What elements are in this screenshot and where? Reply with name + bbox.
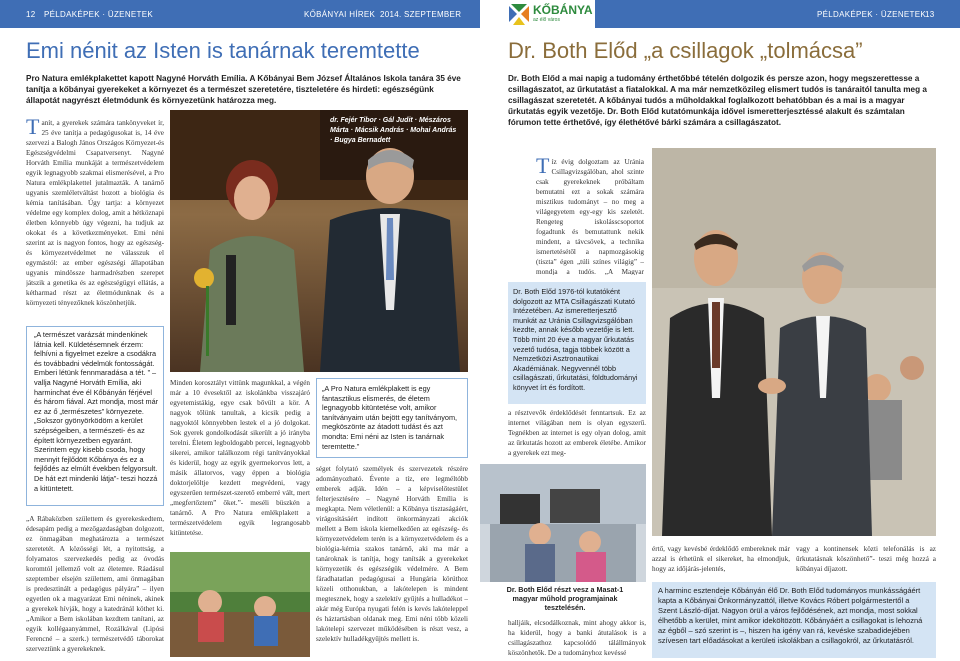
logo-tagline: az élő város [533,17,560,23]
logo-icon [507,4,531,26]
publication-name: KŐBÁNYAI HÍREK [304,10,376,19]
right-col3-body: vagy a kontinensek közti telefonálás is az űrkutatásnak köszönhető”- teszi még hozzá a kőbányai díjazott. [796,545,936,573]
satellite-testing-photo [480,464,646,582]
right-article-lead: Dr. Both Előd a mai napig a tudomány érthetőbbé tételén dolgozik és persze azon, hogy megszerettesse a csillagászatot, az űrkutatást a fiatalokkal. A ma már nemzetközileg elismert tudós is tanáraitól tanulta meg a csillagászat szeretetét. A kőbányai tudós a műholdakkal foglalkozott behatóbban és a mai is a magyar űrkutatás egyik vezetője. Dr. Both Előd kutatómunkája idővel ismeretterjesztéssé alakult és számtalan fórumon tette érthetővé, így élethétővé bárki számára a csillagászatot. [508,74,927,127]
right-dropcap: T [536,157,550,178]
right-article-title: Dr. Both Előd „a csillagok „tolmácsa” [508,38,863,63]
left-header-bar [0,0,480,28]
left-col1-text: anít, a gyerekek számára tankönyveket ír, 25 éve tanítja a pedagógusokat is, 14 éve szervezi a Balogh János Országos Környezet-és Egészségvédelmi Csapatversenyt. Nagyné Horváth Emília munkáját a természetvédelem egyik legnagyobb szakmai elismerésével, a Pro Natura emlékplakettel jutalmazták. A tanárnő ugyanis szemléletváltást hozott a biológia és kémia tanításában. Úgy tartja: a környezet védelme egy komplex dolog, amit a hétköznapi életben könnyebb úgy végezni, ha tudjuk az okokat és a következményeket. Emi néni szerint az is nagyon fontos, hogy az egészség- és környezetvédelmet ne válasszuk el egymástól: az ember egészségi állapotában ugyanis mindössze harmadrészben szerepet játszik a genetika és az egészségügyi ellátás, a kétharmad részt az életmódunknak és a környezeti tényezőknek köszönhetjük. [26,119,164,307]
award-info-box: A harminc esztendeje Kőbányán élő Dr. Both Előd tudományos munkásságáért kapta a Kőbányai Önkormányzattól, illetve Kovács Róbert polgármestertől a Szent László-díjat. Nagyon örül a város fejlődésének, azt mondja, most sokkal élhetőbb a kerület, mint amikor ideköltözött. Kőbányáért a csillagokat is lehozná az égből – szó szerint is –, hiszen ha igény van rá, kevéske szabadidejében szívesen tart előadásokat a kerületi iskolákban a csillagokról, az űrkutatásról. [652,582,936,658]
award-ceremony-photo [170,110,468,372]
left-col1-body [26,118,164,320]
name-sign-text: dr. Fejér Tibor · Gál Judit · Mészáros Márta · Mácsik András · Mohai András · Bugya Bernadett [330,117,457,144]
logo-name: KŐBÁNYA [533,3,593,17]
children-gardening-photo [170,552,310,657]
left-section-label: PÉLDAKÉPEK · ÜZENETEK [44,10,153,19]
left-dropcap: T [26,118,40,139]
issue-date: 2014. SZEPTEMBER [380,10,462,19]
right-section-label: PÉLDAKÉPEK · ÜZENETEK [817,10,926,19]
left-col3-body: séget folytató személyek és szervezetek részére adományozható. Évente a tíz, ere legméltóbb emberek adják. Idén – a képviselőtestület felterjesztésére – Nagyné Horváth Emília is megkapta. Nem véletlenül: a Kőbánya tisztaságáért, virágosításáért indított önkormányzati akciók mellett a Bem iskola kiemelkedően az egészség- és környezetvédelem terén is a környezetvédelem és a biológia-kémia szakos tanárnő, aki ma már a tanároknak is tanítja, hogy tanítsák a gyerekeket környezetük és egészségük védelmére. A Bem fáradhatatlan pedagógusai a Hungária körúthoz közeli otthonukban, a lakótelepen is mindent megtesznek, hogy a szelektív gyűjtés a hulladékot – akár még Európa nyugati felén is kevés lakóteleppel és háztartásban oldanak meg. Emi néni több közeli lakótelepi szervezet működésében is részt vesz, a szelektív hulladékgyűjtés mellett is. [316,465,468,643]
right-col1b-body: a résztvevők érdeklődését fenntartsuk. Ez az internet világában nem is olyan egyszerű. Tegnékben az internet is egy olyan dolog, amit az űrkutatás hozott az emberek életébe. Amikor a gyerekek ezt meg- [508,409,646,457]
right-page-number: 13 [925,10,935,19]
right-col1-text: íz évig dolgoztam az Uránia Csillagvizsgálóban, ahol szinte csak gyerekeknek próbáltam bemutatni ezt a sokak számára misztikus tudományt – no meg a világegyetem egy-egy kis szeletét. Rengeteg iskolásscsoportot fogadtunk és bemutattunk nekik mindent, a távcsövek, a technika ismertetésétől a napmozgásokig (tiszta” égen „túli színes világig” – mondja a tudós. „A Magyar [536,158,644,275]
right-header-bar [595,0,960,28]
left-page-number: 12 [26,10,36,19]
left-article-lead: Pro Natura emlékplakettet kapott Nagyné Horváth Emília. A Kőbányai Bem József Általános Iskola tanára 35 éve tanítja a kőbányai gyerekeket a környezet és a természet szeretetére, tiszteletére és hirdeti: egészségünk állapotát nagyrészt életmódunk és környezetünk határozza meg. [26,74,461,105]
right-col2-body: értő, vagy kevésbé érdeklődő embereknek már azzal is érhetünk el sikereket, ha elmondjuk, hogy az időjárás-jelentés, [652,545,790,573]
kobanya-logo [481,0,595,28]
bio-info-box: Dr. Both Előd 1976-tól kutatóként dolgozott az MTA Csillagászati Kutató Intézetében. Az ismeretterjesztő munkát az Uránia Csillagvizsgálóban kezdte, annak később vezetője is lett. Több mint 20 éve a magyar űrkutatás vezető tudósa, tagja többek között a Nemzetközi Asztronautikai Akadémiának. Negyvennél több csillagászati, űrkutatási, földtudományi könyvet írt és fordított. [508,282,646,404]
left-quote-text: „A természet varázsát mindenkinek látnia kell. Küldetésemnek érzem: felhívni a figyelmet ezekre a csodákra és továbbadni védelmük fontosságát. Emberi létünk fennmaradása a tét. ” – vallja Nagyné Horváth Emília, aki harminchat éve él Kőbányán férjével és három fiával. Azt mondja, most már ez az ő „természetes” környezete. „Sokszor gyönyörködöm a kerület szépségeiben, a természeti- és az épített környezetben egyaránt. Szerintem egy kisebb csoda, hogy mennyit fejlődött Kőbánya és ez a fejlődés az elmúlt években felgyorsult. De hát ezt mindenki látja”- teszi hozzá a kitüntetett. [34,330,159,493]
satellite-photo-caption: Dr. Both Előd részt vesz a Masat-1 magyar műhold programjainak tesztelésén. [506,585,624,612]
left-quote2-text: „A Pro Natura emlékplakett is egy fantasztikus elismerés, de életem legnagyobb kitüntetése volt, amikor tanítványaim után bejött egy tanítványom, megköszönte az átadott tudást és azt mondta: Emi néni az Isten is tanárnak teremtette.” [322,384,458,451]
left-col2-body: Minden korosztályt vittünk magunkkal, a végén már a 10 évesektől az iskolánkba visszajáró egyetemistákig, egye csak bővült a kör. A nagyok tőlünk tanultak, a kicsik pedig a nagyoktól könnyebben lestek el a jó dolgokat. Sok gyerek gondolkodását sikerült a jó irányba terelni. Életem legboldogabb percei, legnagyobb sikerei, amikor találkozom régi tanítványokkal és kiderül, hogy az egyik gyermekorvos lett, a másik állatorvos, vagy éppen a biológia doktorjelöltje kezdett megvédeni, vagy egyszerűen természet-szerető emberré vált, mert „megfertőztem” őket.”- meséli büszkén a tanárnő. A Pro Natura emlékplakett a természetvédelem egyik legrangosabb kitüntetése. [170,379,310,537]
right-col1-body [536,157,644,275]
left-col1b-body: „A Rábaközben születtem és gyerekeskedtem, édesapám pedig a mezőgazdaságban dolgozott, ez önmagában meghatározta a természet szeretetét. A közösségi lét, a nyitottság, a folyamatos szervezkedés pedig az óvodás koromtól jellemző volt az életemre. Ráadásul szeptember elsején születtem, ami önmagában is predesztinált a pedagógus pályára” – ilyen egyetlen ok a magyarázat Emi néninek, akinek a gyerekek hívják, hogy a katedránál köthet ki. „Amikor a Bem iskolában kezdtem tanítani, az egyik kollégaanyámmel, Rozálkával (Lipósi Ferencné – a szerk.) természetvédő táborokat szerveztünk a gyerekeknek. [26,515,164,653]
both-elod-portrait-photo [652,148,936,536]
left-article-title: Emi nénit az Isten is tanárnak teremtette [26,38,420,63]
right-col1c-body: halljáik, elcsodálkoznak, mint ahogy akkor is, ha kiderül, hogy a banki átutalások is a csillagászathoz kapcsolódó tálállmányok köszönhetők. De a tudományhoz kevéssé [508,619,646,657]
